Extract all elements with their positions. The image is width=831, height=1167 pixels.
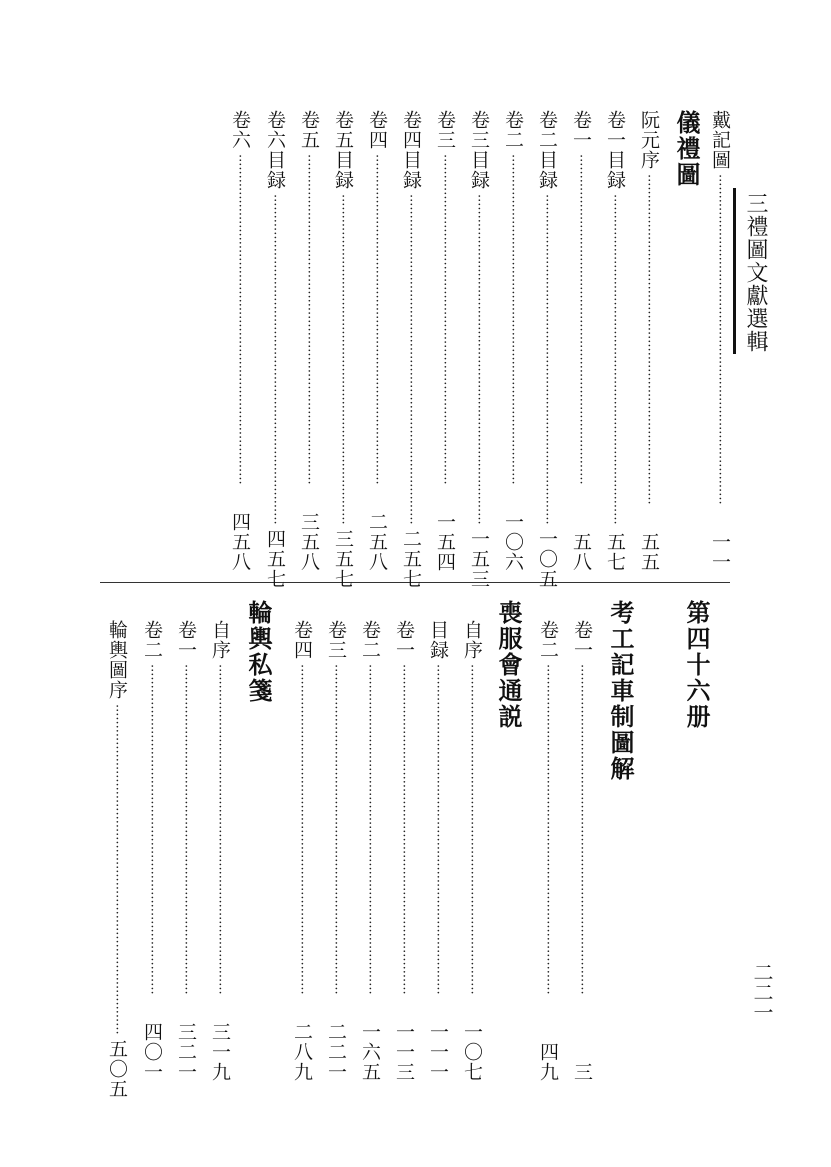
toc-entry [258,110,286,589]
entry-label: 卷一 [571,620,593,660]
toc-entry [169,620,195,1082]
dot-leader: ················································································ [335,194,350,525]
entry-label: 阮元序 [638,110,660,170]
toc-entry [326,110,354,589]
entry-label: 卷二 [537,620,559,660]
entry-label: 卷六目録 [264,110,286,190]
toc-entry [531,620,557,1082]
toc-entry [394,110,422,589]
entry-page: 二五八 [366,512,388,572]
dot-leader: ················································································ [539,194,554,525]
toc-entry [632,110,658,572]
dot-leader: ················································································ [144,664,159,995]
entry-label: 卷三目録 [468,110,490,190]
section-title: 儀禮圖 [672,110,700,188]
entry-page: 二二一 [325,1022,347,1082]
dot-leader: ················································································ [430,664,445,995]
dot-leader: ················································································ [573,154,588,485]
toc-entry [496,110,522,572]
toc-entry [353,620,379,1082]
toc-entry [360,110,386,572]
dot-leader: ················································································ [464,664,479,995]
entry-page: 四五七 [264,528,286,589]
dot-leader: ················································································ [403,194,418,525]
dot-leader: ················································································ [328,664,343,995]
toc-entry [462,110,490,589]
toc-entry [203,620,229,1082]
dot-leader: ················································································ [294,664,309,995]
dot-leader: ················································································ [437,154,452,485]
entry-page: 四九 [537,1042,559,1082]
entry-page: 五五 [638,532,660,572]
entry-page: 一一 [709,532,731,572]
dot-leader: ················································································ [109,704,124,1035]
entry-label: 自序 [461,620,483,660]
entry-label: 卷三 [325,620,347,660]
dot-leader: ················································································ [607,194,622,525]
toc-entry [387,620,413,1082]
entry-label: 卷一 [393,620,415,660]
entry-page: 一一三 [393,1022,415,1082]
entry-label: 自序 [209,620,231,660]
entry-page: 五〇五 [106,1038,128,1099]
entry-page: 三 [571,1062,593,1082]
dot-leader: ················································································ [396,664,411,995]
section-title: 喪服會通説 [494,600,522,730]
toc-entry [565,620,591,1082]
toc-entry [703,110,729,572]
entry-page: 一一一 [427,1022,449,1082]
entry-label: 卷一 [570,110,592,150]
dot-leader: ················································································ [641,174,656,505]
dot-leader: ················································································ [574,664,589,995]
entry-page: 三二一 [175,1022,197,1082]
entry-label: 輪輿圖序 [106,620,128,700]
entry-page: 四五八 [229,512,251,572]
header-rule [733,188,736,354]
volume-title: 第四十六册 [682,600,710,730]
entry-label: 卷四 [366,110,388,150]
toc-entry [428,110,454,572]
toc-entry [100,620,128,1099]
entry-page: 二五七 [400,528,422,589]
toc-entry [455,620,481,1082]
entry-label: 戴記圖 [709,110,731,170]
toc-entry [223,110,249,572]
entry-page: 二八九 [291,1022,313,1082]
entry-page: 三一九 [209,1022,231,1082]
entry-label: 卷二 [141,620,163,660]
entry-page: 一〇六 [502,512,524,572]
toc-entry [530,110,558,589]
entry-page: 三五七 [332,528,354,589]
dot-leader: ················································································ [178,664,193,995]
entry-page: 一〇五 [536,528,558,589]
toc-entry [285,620,311,1082]
toc-entry [135,620,161,1082]
entry-label: 卷四目録 [400,110,422,190]
toc-entry [598,110,624,572]
entry-page: 一〇七 [461,1022,483,1082]
entry-label: 卷二目録 [536,110,558,190]
dot-leader: ················································································ [301,154,316,485]
entry-page: 四〇一 [141,1022,163,1082]
entry-page: 一六五 [359,1022,381,1082]
entry-page: 五七 [604,532,626,572]
toc-entry [292,110,318,572]
entry-label: 卷五 [298,110,320,150]
section-title: 考工記車制圖解 [606,600,634,782]
entry-page: 三五八 [298,512,320,572]
entry-label: 卷四 [291,620,313,660]
entry-page: 一五四 [434,512,456,572]
dot-leader: ················································································ [362,664,377,995]
toc-entry [421,620,447,1082]
dot-leader: ················································································ [540,664,555,995]
entry-label: 卷一 [175,620,197,660]
entry-label: 卷五目録 [332,110,354,190]
entry-label: 卷二 [359,620,381,660]
running-title: 三禮圖文獻選輯 [743,192,768,353]
entry-page: 一五三 [468,528,490,589]
dot-leader: ················································································ [232,154,247,485]
dot-leader: ················································································ [712,174,727,505]
entry-label: 卷三 [434,110,456,150]
entry-label: 卷六 [229,110,251,150]
dot-leader: ················································································ [212,664,227,995]
toc-entry [564,110,590,572]
entry-label: 目録 [427,620,449,660]
entry-label: 卷二 [502,110,524,150]
entry-label: 卷一目録 [604,110,626,190]
dot-leader: ················································································ [505,154,520,485]
dot-leader: ················································································ [471,194,486,525]
dot-leader: ················································································ [369,154,384,485]
section-title: 輪輿私箋 [244,600,272,704]
toc-entry [319,620,345,1082]
page-number: 二二一 [750,962,774,1022]
dot-leader: ················································································ [267,194,282,525]
entry-page: 五八 [570,532,592,572]
